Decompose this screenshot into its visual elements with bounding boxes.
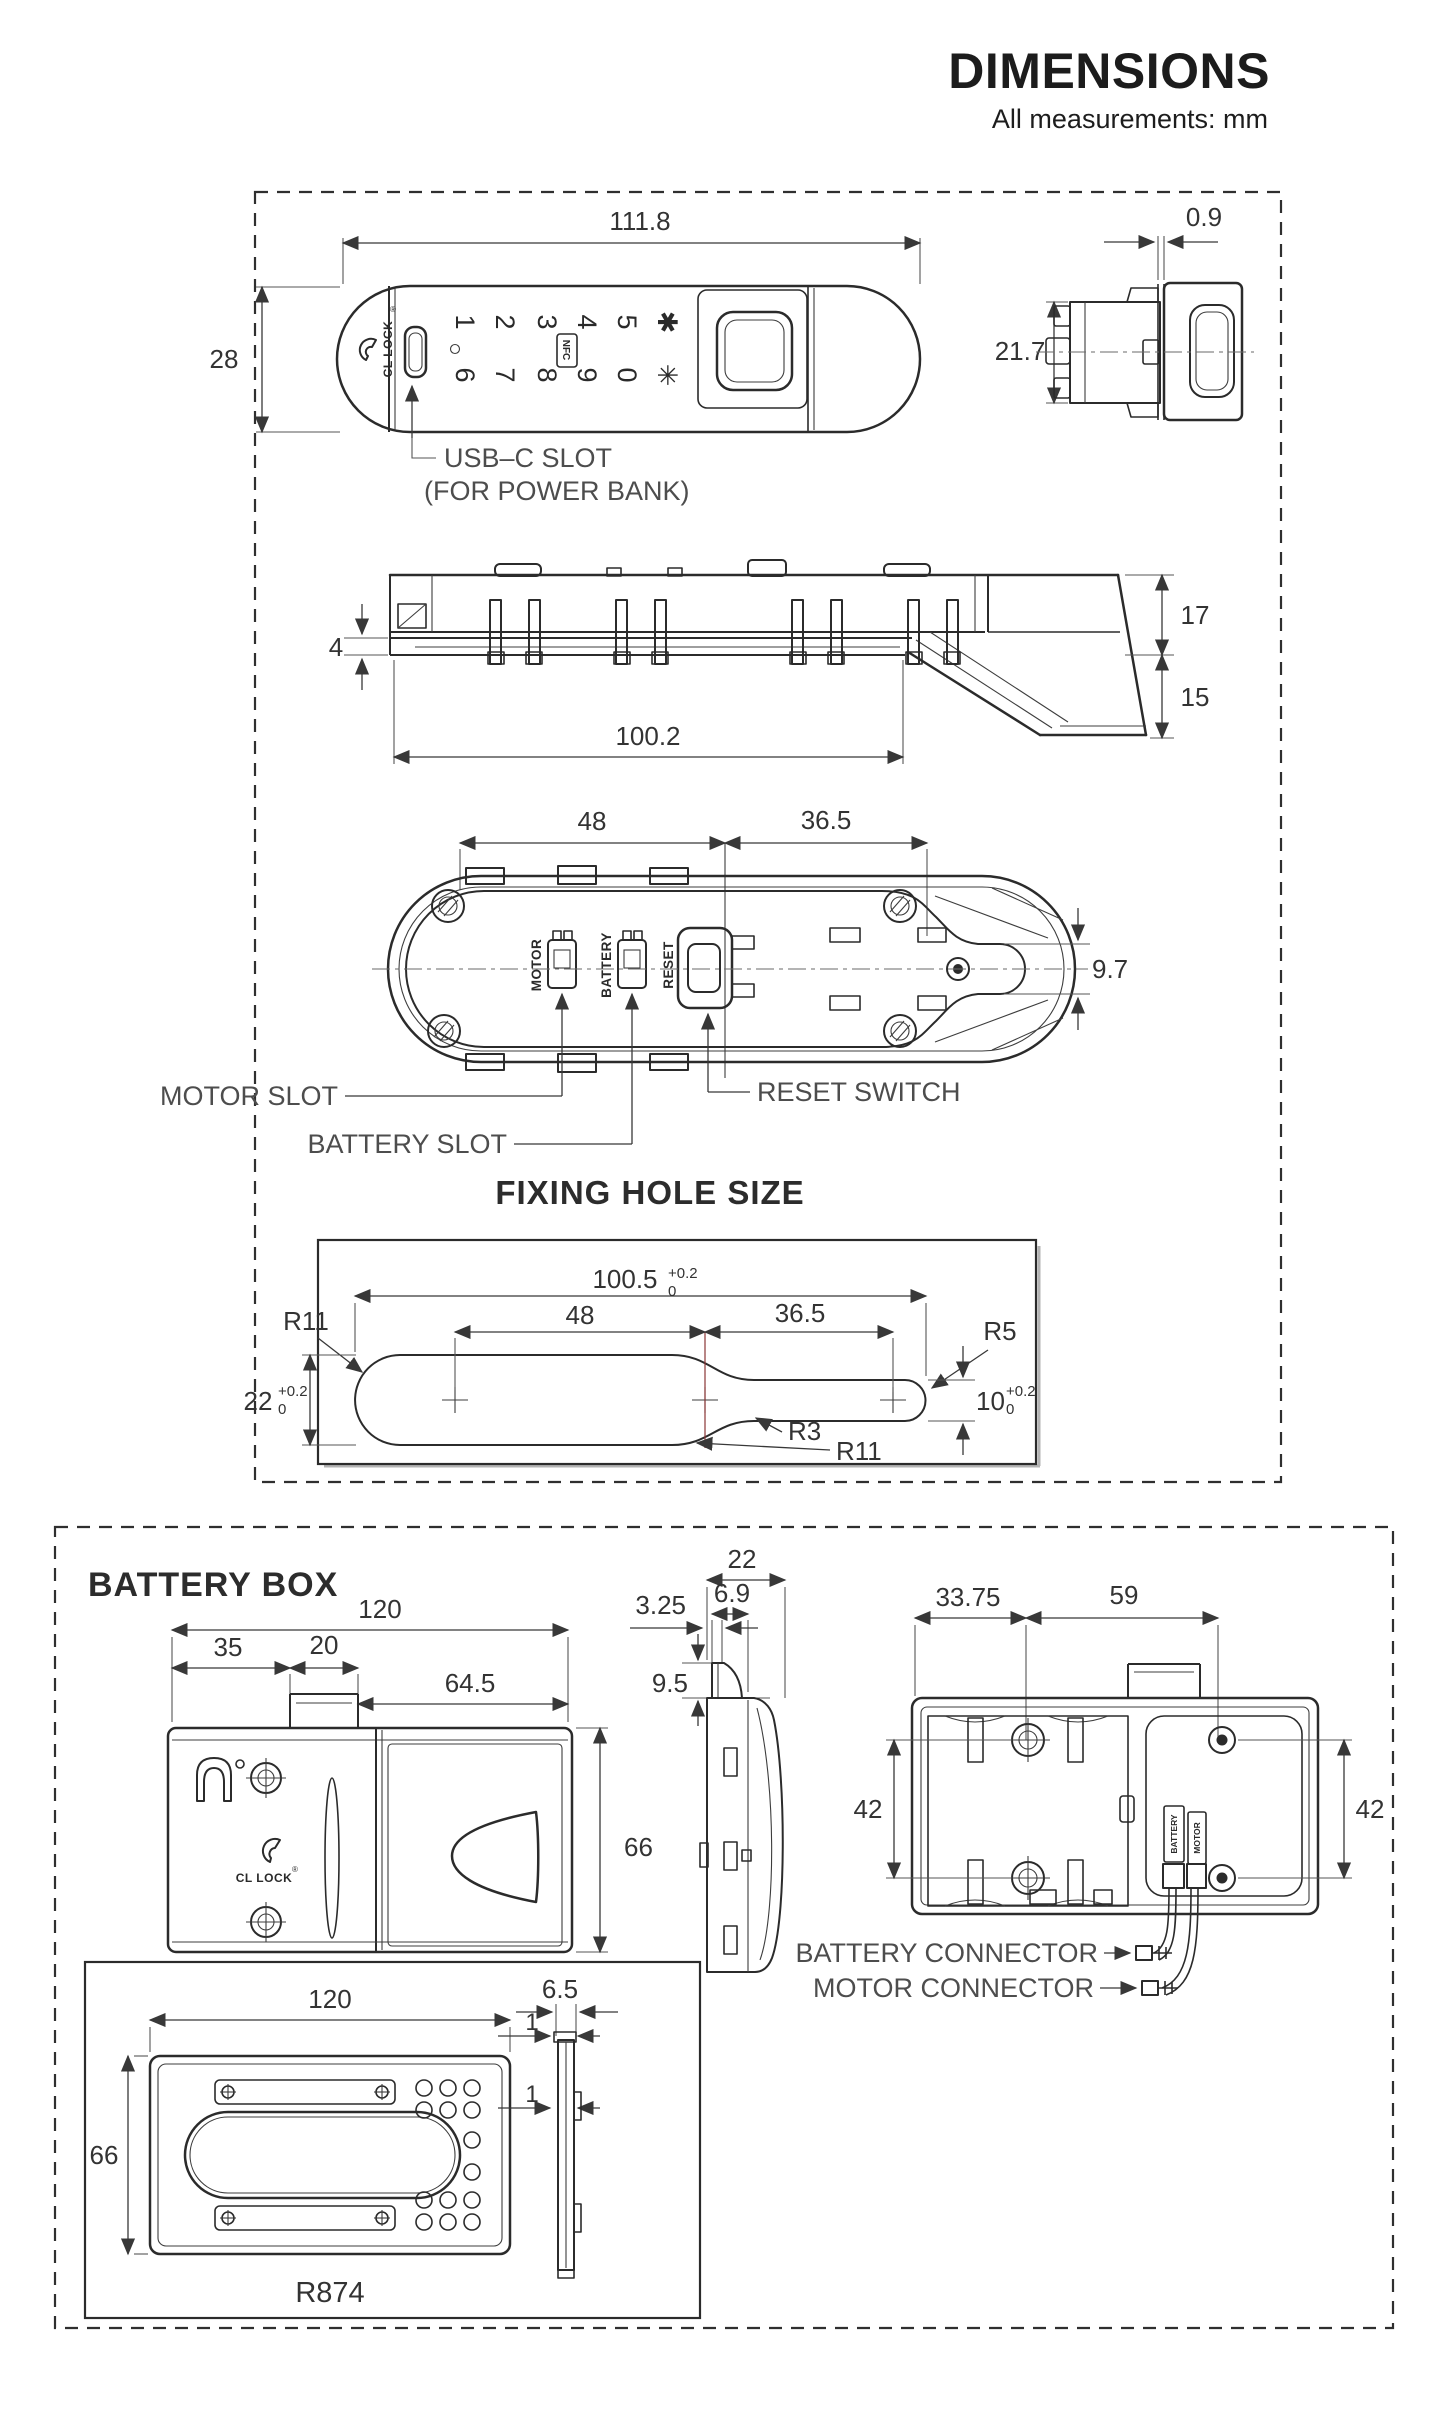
nfc-label: NFC — [560, 339, 571, 361]
header — [948, 43, 1270, 134]
battery-tag: BATTERY — [599, 932, 614, 998]
battery-plate-view — [85, 1962, 700, 2318]
dim-plate-thickness: 6.5 — [541, 1974, 579, 2004]
key-star: ✱ — [652, 310, 682, 334]
battery-side-view — [630, 1544, 785, 1972]
key-3: 3 — [532, 314, 562, 330]
slide-grip-icon — [452, 1812, 538, 1902]
key-4: 4 — [572, 314, 602, 330]
dim-side-gap: 0.9 — [1185, 202, 1223, 232]
keypad — [450, 311, 682, 387]
dim-bside-offset: 3.25 — [635, 1590, 686, 1620]
brand-registered-mark: ® — [390, 305, 396, 314]
reset-switch-label: RESET SWITCH — [757, 1077, 961, 1107]
dim-hole-height-left: 22 — [243, 1386, 273, 1416]
wires — [1154, 1888, 1198, 1995]
usb-c-slot-icon — [405, 327, 426, 377]
dim-plate-t1: 1 — [525, 2009, 539, 2036]
plate-box — [85, 1962, 700, 2318]
key-8: 8 — [532, 367, 562, 383]
page-title: DIMENSIONS — [948, 43, 1270, 99]
key-6: 6 — [450, 367, 480, 383]
dim-front-left: 35 — [213, 1632, 243, 1662]
dim-side-depth: 21.7 — [994, 336, 1046, 366]
dim-hole-height-right-tol-up: +0.2 — [1006, 1383, 1036, 1400]
dim-back-slot-height: 9.7 — [1092, 954, 1129, 984]
lock-body-outline — [337, 286, 920, 432]
status-led-dot — [451, 345, 460, 354]
dim-hole-height-right-tol-dn: 0 — [1006, 1401, 1015, 1418]
keyhole-icon — [197, 1758, 231, 1801]
reset-switch — [678, 928, 754, 1008]
motor-connector-label: MOTOR CONNECTOR — [812, 1973, 1094, 2003]
fixing-hole-title: FIXING HOLE SIZE — [495, 1174, 805, 1211]
dim-hole-height-left-tol-up: +0.2 — [278, 1383, 308, 1400]
usb-slot-sublabel: (FOR POWER BANK) — [424, 476, 690, 506]
front-screw-bottom — [246, 1902, 286, 1942]
dim-bside-width: 22 — [727, 1544, 757, 1574]
battery-connector-plug — [1136, 1946, 1172, 1960]
radius-right: R5 — [983, 1316, 1017, 1346]
front-brand-logo-icon — [263, 1839, 280, 1862]
page-subtitle: All measurements: mm — [991, 104, 1268, 134]
dim-bback-height-right: 42 — [1355, 1794, 1385, 1824]
dim-front-height: 66 — [624, 1832, 653, 1862]
front-brand-registered: ® — [292, 1865, 298, 1874]
dim-plate-t2: 1 — [525, 2081, 539, 2108]
dim-hole-length-tol-up: +0.2 — [668, 1265, 698, 1282]
dim-front-right: 64.5 — [444, 1668, 496, 1698]
lock-profile-view — [329, 560, 1210, 764]
dim-back-left-span: 48 — [577, 806, 607, 836]
dim-bside-inner: 6.9 — [713, 1578, 751, 1608]
key-7: 7 — [490, 367, 520, 383]
fixing-hole-section — [244, 1174, 1040, 1466]
battery-slot-label: BATTERY SLOT — [307, 1129, 507, 1159]
dim-profile-body: 17 — [1180, 600, 1210, 630]
key-5: 5 — [612, 314, 642, 330]
radius-bottom-small: R3 — [788, 1416, 822, 1446]
bback-battery-tag: BATTERY — [1169, 1814, 1179, 1854]
battery-back-view — [795, 1580, 1384, 2003]
dim-bside-tab: 9.5 — [651, 1668, 688, 1698]
brand-logo-icon — [360, 339, 376, 360]
dim-bback-left: 33.75 — [935, 1582, 1001, 1612]
bback-motor-tag: MOTOR — [1192, 1822, 1202, 1854]
dim-profile-plate: 4 — [328, 632, 344, 662]
dim-plate-height: 66 — [89, 2140, 119, 2170]
dim-front-width: 120 — [358, 1594, 402, 1624]
brand-text: CL LOCK — [381, 320, 395, 378]
dim-hole-height-right: 10 — [976, 1386, 1005, 1416]
dim-hole-length: 100.5 — [592, 1264, 658, 1294]
dim-top-height: 28 — [209, 344, 239, 374]
battery-connector-label: BATTERY CONNECTOR — [795, 1938, 1098, 1968]
dim-hole-length-tol-dn: 0 — [668, 1283, 677, 1300]
motor-connector-plug — [1142, 1981, 1178, 1995]
dim-plate-radius: R874 — [295, 2277, 365, 2309]
dim-profile-drop: 15 — [1180, 682, 1210, 712]
motor-slot-connector — [548, 931, 576, 988]
reset-tag: RESET — [661, 941, 676, 989]
front-screw-top — [246, 1758, 286, 1798]
key-hash: ✳ — [652, 363, 682, 387]
radius-bottom: R11 — [836, 1436, 882, 1466]
dim-hole-right-span: 36.5 — [774, 1298, 826, 1328]
dim-top-length: 111.8 — [609, 206, 671, 236]
motor-slot-label: MOTOR SLOT — [159, 1081, 338, 1111]
dim-hole-height-left-tol-dn: 0 — [278, 1401, 287, 1418]
dim-back-right-span: 36.5 — [800, 805, 852, 835]
key-1: 1 — [450, 314, 480, 330]
lock-back-view — [160, 805, 1128, 1159]
dim-hole-left-span: 48 — [565, 1300, 595, 1330]
key-2: 2 — [490, 314, 520, 330]
dim-bback-right: 59 — [1109, 1580, 1139, 1610]
lock-top-view — [210, 206, 920, 506]
key-0: 0 — [612, 367, 642, 383]
key-9: 9 — [572, 367, 602, 383]
dim-bback-height-left: 42 — [853, 1794, 883, 1824]
battery-slot-connector — [618, 931, 646, 988]
radius-top-left: R11 — [283, 1306, 329, 1336]
front-brand-text: CL LOCK — [235, 1871, 293, 1885]
battery-box-title: BATTERY BOX — [88, 1566, 339, 1604]
usb-slot-label: USB–C SLOT — [444, 443, 613, 473]
motor-tag: MOTOR — [529, 938, 544, 992]
dim-plate-width: 120 — [308, 1984, 352, 2014]
battery-front-view — [168, 1594, 653, 1952]
dim-profile-length: 100.2 — [615, 721, 681, 751]
dim-front-tab: 20 — [309, 1630, 339, 1660]
lock-side-view — [995, 202, 1254, 420]
front-slot-oval — [325, 1778, 339, 1938]
